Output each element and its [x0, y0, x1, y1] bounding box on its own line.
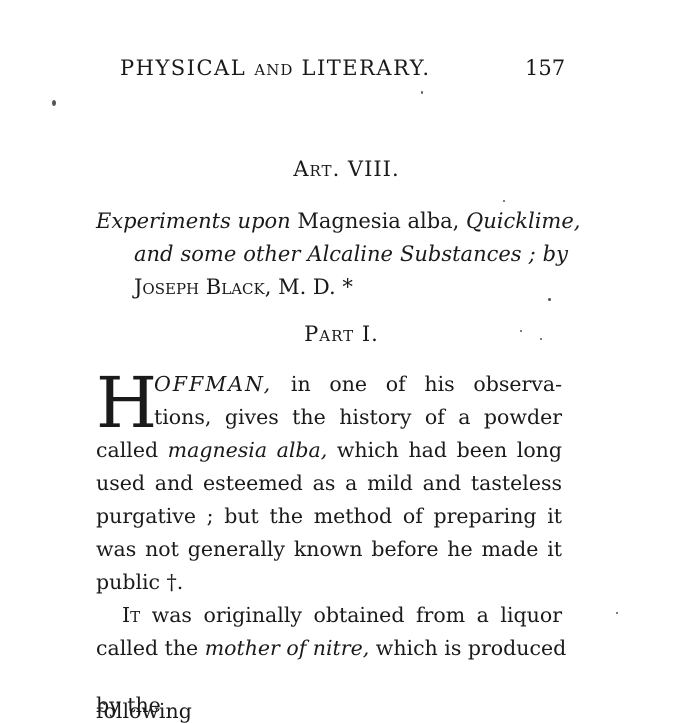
paper-speck	[616, 612, 618, 614]
part-heading	[0, 322, 683, 346]
body-italic: magnesia alba,	[167, 438, 328, 462]
body-roman: which is produced	[369, 636, 567, 660]
title-italic-1: Experiments upon	[96, 209, 291, 233]
cut-off-line: by the following	[96, 693, 192, 723]
body-roman: was originally obtained from a liquor	[140, 603, 562, 627]
article-title	[96, 205, 581, 306]
article-author	[96, 271, 568, 306]
body-roman: called the	[96, 636, 205, 660]
body-italic: OFFMAN,	[154, 372, 273, 396]
running-head	[120, 56, 580, 80]
body-italic: mother of nitre,	[204, 636, 370, 660]
body-line: purgative ; but the method of preparing it	[96, 504, 562, 528]
part-heading-cap: P	[304, 322, 320, 346]
body-cap: I	[122, 603, 131, 627]
part-heading-number: I.	[354, 322, 379, 346]
title-italic-2: Quicklime,	[466, 209, 581, 233]
body-smallcaps: T	[130, 608, 141, 626]
part-heading-smallcaps: ART	[319, 327, 355, 345]
article-heading-number: . VIII.	[332, 157, 400, 181]
body-roman: called	[96, 438, 168, 462]
paper-speck	[52, 100, 56, 106]
body-line	[96, 434, 562, 467]
body-line: public †.	[96, 570, 184, 594]
page-number: 157	[525, 56, 566, 80]
article-title-line-1	[96, 205, 581, 238]
running-head-word-3: LITERARY.	[301, 56, 431, 80]
title-roman-1: Magnesia alba,	[290, 209, 467, 233]
paper-speck	[503, 200, 505, 202]
body-roman: in one of his observa-	[272, 372, 562, 396]
drop-cap: H	[96, 362, 158, 444]
body-line	[96, 599, 562, 632]
paper-speck	[421, 91, 423, 94]
paper-speck	[520, 330, 522, 332]
running-head-word-1: PHYSICAL	[120, 56, 247, 80]
article-heading-cap: A	[293, 157, 310, 181]
body-line: used and esteemed as a mild and tasteless	[96, 471, 562, 495]
body-line	[96, 632, 567, 665]
paper-speck	[540, 338, 542, 340]
author-degree: , M. D. *	[264, 275, 353, 299]
article-title-line-2: and some other Alcaline Substances ; by	[134, 242, 568, 266]
body-line: was not generally known before he made it	[96, 537, 562, 561]
body-text	[96, 362, 567, 665]
body-roman: which had been long	[327, 438, 562, 462]
article-heading	[0, 157, 683, 181]
paper-speck	[548, 298, 551, 301]
author-smallcaps-1: OSEPH	[142, 280, 200, 298]
running-head-word-2: AND	[254, 61, 294, 79]
body-line: tions, gives the history of a powder	[154, 405, 562, 429]
author-smallcaps-2: LACK	[221, 280, 265, 298]
body-line	[96, 368, 562, 401]
author-cap-2: B	[199, 275, 222, 299]
author-cap-1: J	[134, 275, 143, 299]
article-heading-smallcaps: RT	[309, 162, 333, 180]
